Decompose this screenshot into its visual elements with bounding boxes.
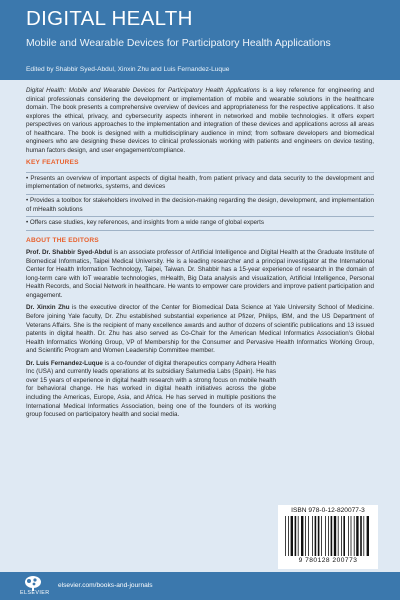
editor-bio-text: is the executive director of the Center for Biomedical Data Science at Yale University School of Medicine. Before joining Yale faculty, Dr. Zhu established substantial experience at Pfizer, Philips, IBM, and the US Department of Veterans Affairs. She is the recipient of many excellence awards and author of dozens of scientific publications and 13 issued patents in digital health. Dr. Zhu has also served as Co-Chair for the American Medical Informatics Association's Global Health Informatics Working Group, VP of Membership for the Consumer and Pervasive Health Informatics Working Group, and Scientific Program and Women Leadership Committee member. bbox=[26, 304, 374, 355]
barcode-icon bbox=[284, 516, 372, 556]
intro-text: is a key reference for engineering and clinical professionals considering the development or implementation of mobile and wearable solutions in the healthcare domain. The book presents a comprehensive overview of devices and appropriateness for the respective applications. It also explores the ethical, privacy, and cybersecurity aspects inherent in networked and mobile technologies. It offers expert perspectives on various approaches to the implementation and integration of these devices and applications across all areas of healthcare. The book is designed with a multidisciplinary audience in mind; from software developers and biomedical engineers who are designing these devices to clinical professionals working with patients and engineers on device testing, human factors design, and user engagement/compliance. bbox=[26, 87, 374, 154]
editor-bio bbox=[26, 249, 374, 300]
editor-name: Prof. Dr. Shabbir Syed-Abdul bbox=[26, 249, 112, 257]
back-cover-text bbox=[26, 87, 374, 424]
publisher-url[interactable]: elsevier.com/books-and-journals bbox=[58, 582, 153, 589]
publisher-name: ELSEVIER bbox=[20, 590, 50, 596]
editor-name: Dr. Luis Fernandez-Luque bbox=[26, 359, 103, 367]
barcode-box bbox=[278, 505, 378, 569]
barcode-number: 9 780128 200773 bbox=[298, 557, 358, 564]
key-features-list bbox=[26, 172, 374, 231]
key-features-heading: KEY FEATURES bbox=[26, 159, 79, 167]
book-subtitle: Mobile and Wearable Devices for Participatory Health Applications bbox=[26, 38, 331, 49]
editor-bio bbox=[26, 360, 276, 420]
editor-bio bbox=[26, 304, 374, 355]
isbn-label: ISBN 978-0-12-820077-3 bbox=[291, 507, 365, 514]
book-title: DIGITAL HEALTH bbox=[26, 7, 193, 30]
intro-book-title: Digital Health: Mobile and Wearable Devices for Participatory Health Applications bbox=[26, 87, 260, 94]
key-feature-item: • Presents an overview of important aspects of digital health, from patient privacy and data security to the development and implementation of networks, systems, and devices bbox=[26, 172, 374, 194]
editor-bio-text: is a co-founder of digital therapeutics company Adhera Health Inc (USA) and currently leads operations at its subsidiary Salumedia Labs (Spain). He has over 15 years of experience in digital health research with a strong focus on mobile health for behavioral change. He has worked in digital health initiatives across the globe including the Americas, Europe, Asia, and Africa. He has served in multiple positions the International Medical Informatics Association, being one of the founders of its working group focused on participatory health and social media. bbox=[26, 359, 276, 419]
intro-paragraph bbox=[26, 87, 374, 155]
key-feature-item: • Offers case studies, key references, and insights from a wide range of global experts bbox=[26, 216, 374, 231]
about-editors-heading: ABOUT THE EDITORS bbox=[26, 236, 99, 244]
editor-bio-text: is an associate professor of Artificial Intelligence and Digital Health at the Graduate Institute of Biomedical Informatics, Taipei Medical University. He is a leading researcher and a principal investigator at the International Center for Health Information Technology, Taipei, Taiwan. Dr. Shabbir has a 15-year experience of research in the domain of long-term care with IoT wearable technologies, mHealth, Big Data analysis and visualization, Artificial Intelligence, Personal Health Records, and Social Network in healthcare. He wants to empower care providers and improve patient participation and engagement. bbox=[26, 249, 374, 299]
cover-footer bbox=[0, 572, 400, 600]
key-feature-item: • Provides a toolbox for stakeholders involved in the decision-making regarding the design, development, and implementation of mHealth solutions bbox=[26, 194, 374, 216]
cover-header bbox=[0, 0, 400, 80]
editors-line: Edited by Shabbir Syed-Abdul, Xinxin Zhu and Luis Fernandez-Luque bbox=[26, 66, 230, 73]
editor-name: Dr. Xinxin Zhu bbox=[26, 304, 70, 312]
